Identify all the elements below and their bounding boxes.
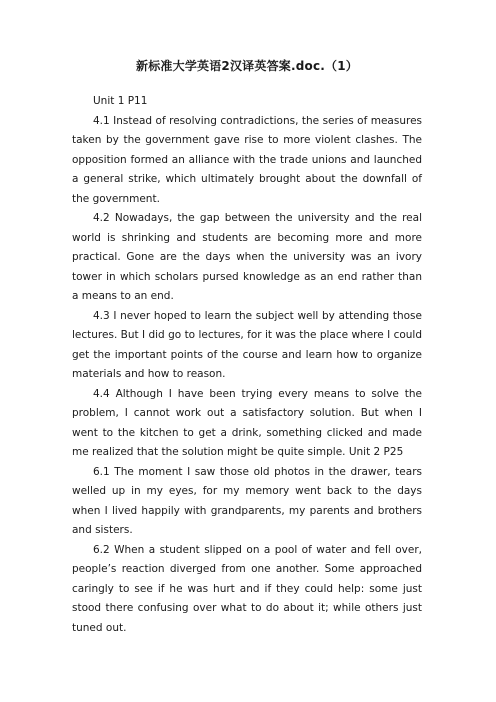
document-title: 新标准大学英语2汉译英答案.doc.（1） <box>136 59 358 73</box>
paragraph-6-2: 6.2 When a student slipped on a pool of water and fell over, people’s reaction diverged from one another. Some approached caringly to see if he was hurt and if they could help: some just stood there confusing over what to do about it; while others just tuned out. <box>72 543 422 634</box>
paragraph-4-4: 4.4 Although I have been trying every means to solve the problem, I cannot work out a satisfactory solution. But when I went to the kitchen to get a drink, something clicked and made me realized that the solution might be quite simple. Unit 2 P25 <box>72 387 422 458</box>
paragraph-4-2: 4.2 Nowadays, the gap between the university and the real world is shrinking and students are becoming more and more practical. Gone are the days when the university was an ivory tower in which scholars pursed knowledge as an end rather than a means to an end. <box>72 212 422 302</box>
paragraph-6-1: 6.1 The moment I saw those old photos in the drawer, tears welled up in my eyes, for my memory went back to the days when I lived happily with grandparents, my parents and brothers and sisters. <box>72 465 422 536</box>
unit-heading: Unit 1 P11 <box>93 95 148 107</box>
document-page <box>72 58 422 638</box>
paragraph-4-3: 4.3 I never hoped to learn the subject well by attending those lectures. But I did go to lectures, for it was the place where I could get the important points of the course and learn how to organize materials and how to reason. <box>72 309 422 380</box>
paragraph-4-1: 4.1 Instead of resolving contradictions, the series of measures taken by the government gave rise to more violent clashes. The opposition formed an alliance with the trade unions and launched a general strike, which ultimately brought about the downfall of the government. <box>72 114 422 205</box>
